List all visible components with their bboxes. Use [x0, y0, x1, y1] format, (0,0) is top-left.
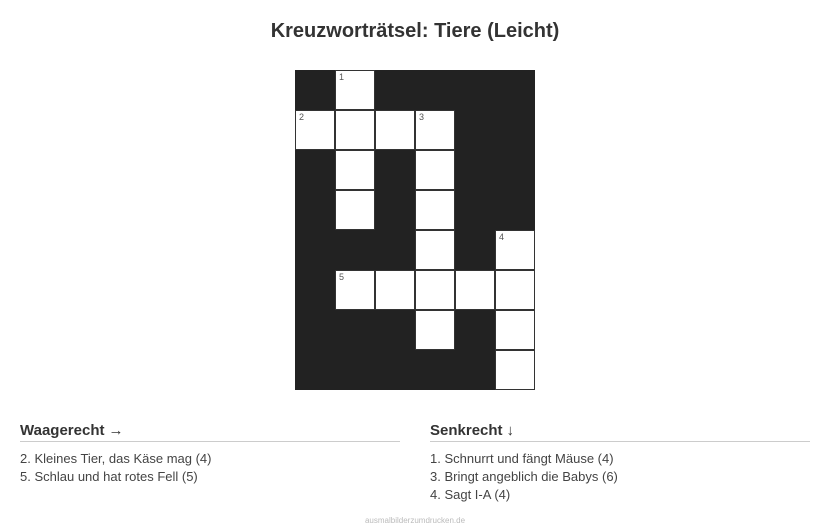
grid-block — [455, 310, 495, 350]
grid-cell[interactable] — [455, 270, 495, 310]
grid-block — [295, 190, 335, 230]
grid-block — [495, 110, 535, 150]
clue-number: 2 — [299, 112, 305, 122]
grid-cell[interactable] — [415, 310, 455, 350]
across-clue-list — [20, 450, 400, 486]
grid-cell[interactable] — [335, 110, 375, 150]
grid-block — [455, 190, 495, 230]
grid-block — [495, 190, 535, 230]
grid-block — [335, 350, 375, 390]
down-arrow-icon: ↓ — [506, 422, 515, 439]
grid-cell[interactable] — [415, 190, 455, 230]
clue-number: 5 — [339, 272, 345, 282]
grid-block — [495, 70, 535, 110]
grid-cell[interactable] — [495, 230, 535, 270]
grid-block — [455, 110, 495, 150]
grid-block — [375, 230, 415, 270]
grid-cell[interactable] — [335, 270, 375, 310]
grid-cell[interactable] — [415, 110, 455, 150]
grid-cell[interactable] — [375, 270, 415, 310]
right-arrow-icon: → — [108, 422, 124, 439]
down-heading — [430, 422, 810, 442]
grid-cell[interactable] — [415, 270, 455, 310]
grid-cell[interactable] — [335, 150, 375, 190]
grid-block — [335, 230, 375, 270]
grid-cell[interactable] — [415, 150, 455, 190]
grid-block — [415, 350, 455, 390]
grid-block — [455, 150, 495, 190]
grid-block — [375, 70, 415, 110]
across-clues — [20, 422, 400, 486]
grid-block — [375, 190, 415, 230]
page-title: Kreuzworträtsel: Tiere (Leicht) — [270, 20, 560, 42]
grid-cell[interactable] — [495, 270, 535, 310]
down-heading-label: Senkrecht — [430, 422, 503, 439]
grid-block — [375, 350, 415, 390]
grid-block — [455, 230, 495, 270]
clue-number: 1 — [339, 72, 345, 82]
clue-item: 4. Sagt I-A (4) — [430, 487, 511, 502]
grid-cell[interactable] — [295, 110, 335, 150]
clue-number: 3 — [419, 112, 425, 122]
grid-block — [375, 150, 415, 190]
grid-cell[interactable] — [495, 310, 535, 350]
grid-block — [415, 70, 455, 110]
grid-cell[interactable] — [375, 110, 415, 150]
grid-block — [295, 70, 335, 110]
clue-item: 1. Schnurrt und fängt Mäuse (4) — [430, 451, 614, 466]
down-clue-list — [430, 450, 810, 504]
grid-block — [455, 350, 495, 390]
clue-item: 2. Kleines Tier, das Käse mag (4) — [20, 451, 212, 466]
grid-block — [295, 350, 335, 390]
grid-block — [495, 150, 535, 190]
grid-cell[interactable] — [415, 230, 455, 270]
grid-block — [295, 230, 335, 270]
grid-block — [455, 70, 495, 110]
grid-block — [295, 270, 335, 310]
clue-number: 4 — [499, 232, 505, 242]
grid-block — [335, 310, 375, 350]
clue-item: 5. Schlau und hat rotes Fell (5) — [20, 469, 198, 484]
grid-block — [375, 310, 415, 350]
across-heading — [20, 422, 400, 442]
footer-credit: ausmalbilderzumdrucken.de — [364, 516, 466, 525]
clue-item: 3. Bringt angeblich die Babys (6) — [430, 469, 618, 484]
down-clues — [430, 422, 810, 504]
grid-cell[interactable] — [495, 350, 535, 390]
grid-cell[interactable] — [335, 190, 375, 230]
grid-cell[interactable] — [335, 70, 375, 110]
across-heading-label: Waagerecht — [20, 422, 105, 439]
grid-block — [295, 310, 335, 350]
crossword-grid — [295, 70, 535, 390]
grid-block — [295, 150, 335, 190]
